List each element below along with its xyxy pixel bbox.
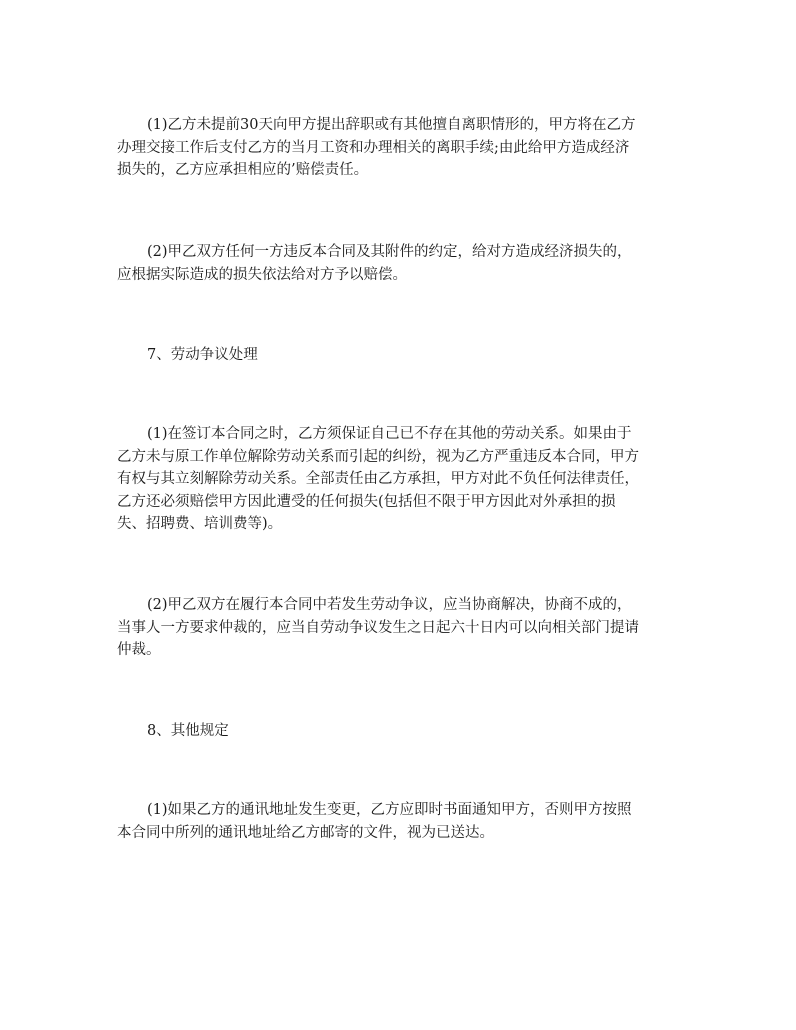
paragraph-line: 当事人一方要求仲裁的，应当自劳动争议发生之日起六十日内可以向相关部门提请 (117, 619, 639, 636)
paragraph-line: (1)如果乙方的通讯地址发生变更，乙方应即时书面通知甲方，否则甲方按照 (147, 802, 632, 818)
paragraph-breach-compensation (117, 241, 683, 286)
paragraph-line: 乙方未与原工作单位解除劳动关系而引起的纠纷，视为乙方严重违反本合同，甲方 (117, 448, 639, 465)
paragraph-line: 仲裁。 (117, 642, 161, 658)
paragraph-line: 乙方还必须赔偿甲方因此遭受的任何损失(包括但不限于甲方因此对外承担的损 (117, 493, 616, 510)
paragraph-line: (1)在签订本合同之时，乙方须保证自己已不存在其他的劳动关系。如果由于 (147, 426, 632, 442)
paragraph-address-change (117, 799, 683, 844)
paragraph-line: 损失的，乙方应承担相应的’赔偿责任。 (117, 162, 369, 178)
section-heading-labor-dispute: 7、劳动争议处理 (147, 347, 258, 363)
paragraph-line: 有权与其立刻解除劳动关系。全部责任由乙方承担，甲方对此不负任何法律责任， (117, 471, 639, 487)
paragraph-line: (2)甲乙双方在履行本合同中若发生劳动争议，应当协商解决，协商不成的， (147, 597, 632, 613)
paragraph-line: (2)甲乙双方任何一方违反本合同及其附件的约定，给对方造成经济损失的， (147, 244, 632, 260)
paragraph-existing-labor-relation (117, 423, 683, 536)
paragraph-line: 应根据实际造成的损失依法给对方予以赔偿。 (117, 266, 407, 283)
section-heading-other-provisions: 8、其他规定 (147, 723, 229, 739)
paragraph-resignation-compensation (117, 114, 683, 182)
paragraph-line: 失、招聘费、培训费等)。 (117, 516, 283, 532)
paragraph-line: (1)乙方未提前30天向甲方提出辞职或有其他擅自离职情形的，甲方将在乙方 (147, 117, 636, 133)
paragraph-dispute-arbitration (117, 594, 683, 662)
paragraph-line: 办理交接工作后支付乙方的当月工资和办理相关的离职手续;由此给甲方造成经济 (117, 139, 630, 156)
paragraph-line: 本合同中所列的通讯地址给乙方邮寄的文件，视为已送达。 (117, 824, 494, 841)
